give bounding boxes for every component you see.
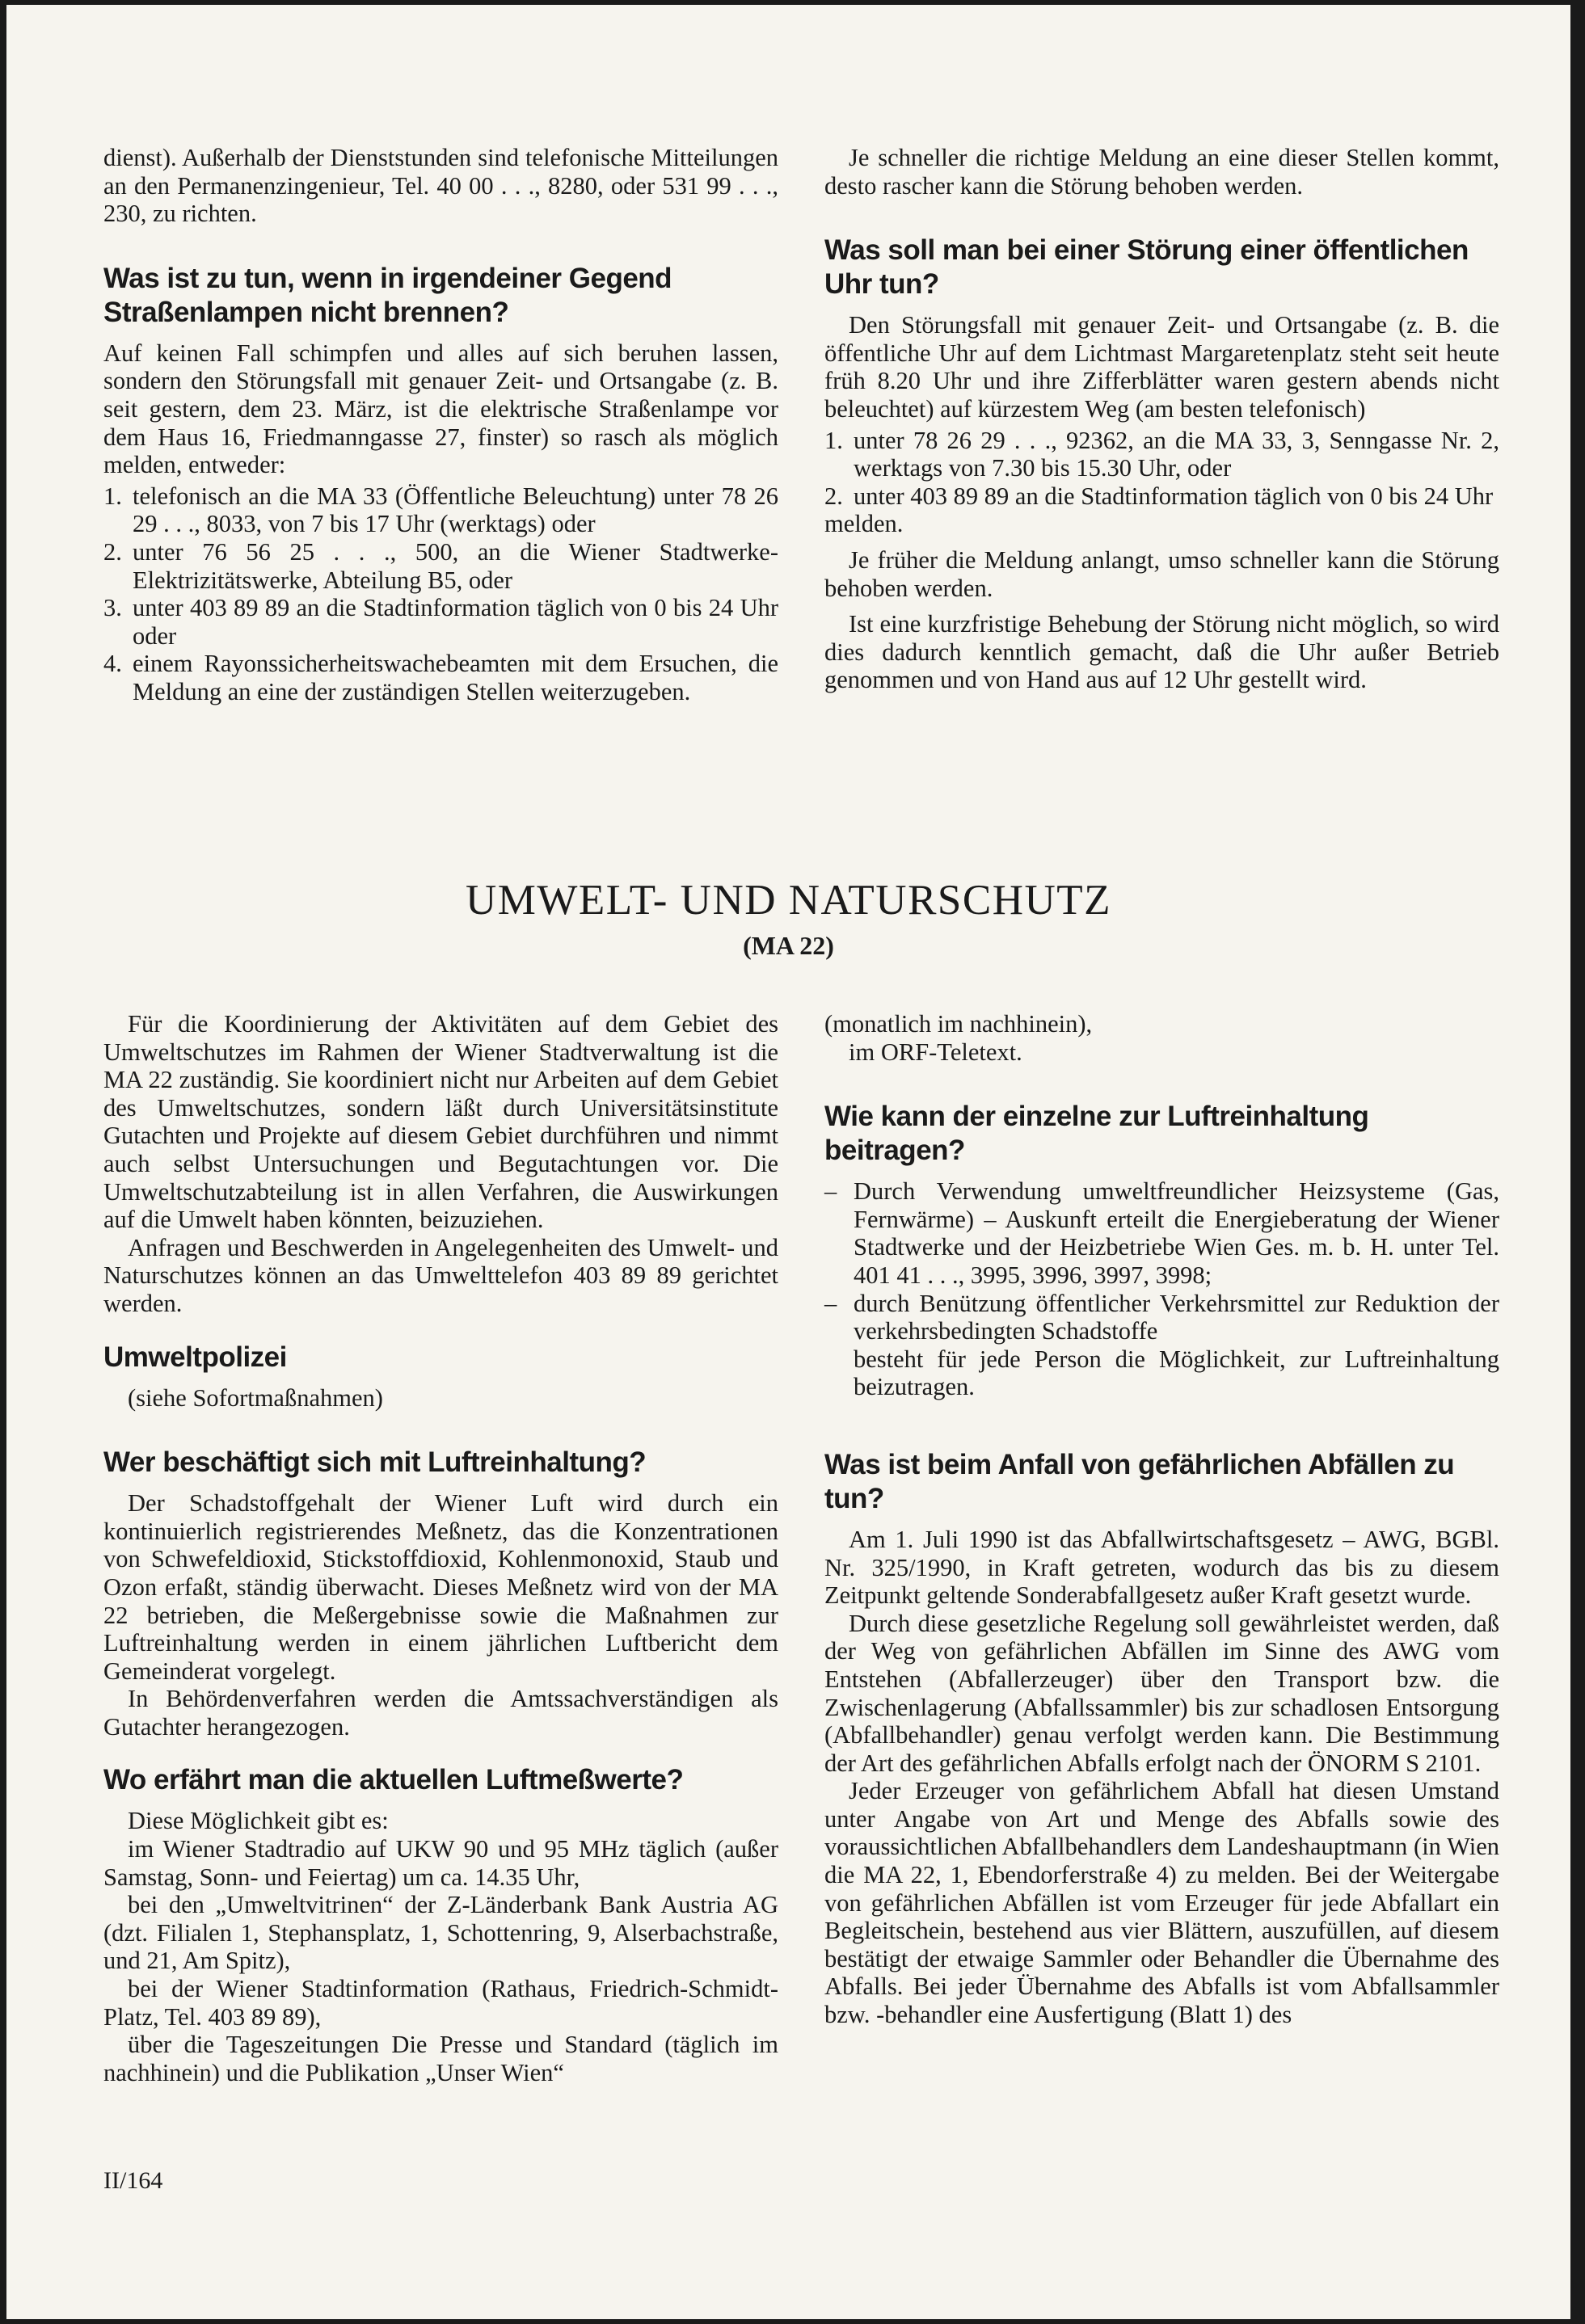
list-item: 2. unter 403 89 89 an die Stadtinformation täglich von 0 bis 24 Uhr — [824, 482, 1494, 510]
list-item: 1. telefonisch an die MA 33 (Öffentliche Beleuchtung) unter 78 26 29 . . ., 8033, von 7 bis 17 Uhr (werktags) oder — [103, 482, 778, 538]
measurements-radio: im Wiener Stadtradio auf UKW 90 und 95 MHz täglich (außer Samstag, Sonn- und Feiertag) um ca. 14.35 Uhr, — [103, 1835, 778, 1891]
air-quality-paragraph: Der Schadstoffgehalt der Wiener Luft wird durch ein kontinuierlich registrierendes Meßnetz, das die Konzentrationen von Schwefeldioxid, Stickstoffdioxid, Kohlenmonoxid, Staub und Ozon erfaßt, ständig überwacht. Dieses Meßnetz wird von der MA 22 betrieben, die Meßergebnisse sowie die Maßnahmen zur Luftreinhaltung werden in einem jährlichen Luftbericht dem Gemeinderat vorgelegt. — [103, 1489, 778, 1685]
teletext-text: im ORF-Teletext. — [849, 1038, 1022, 1066]
clock-paragraph: Den Störungsfall mit genauer Zeit- und Ortsangabe (z. B. die öffentliche Uhr auf dem Lichtmast Margaretenplatz steht seit heute früh 8.20 Uhr und ihre Zifferblätter waren gestern abends nicht beleuchtet) auf kürzestem Weg (am besten telefonisch) — [824, 311, 1499, 423]
measurements-newspapers: über die Tageszeitungen Die Presse und Standard (täglich im nachhinein) und die Publikation „Unser Wien“ — [103, 2031, 778, 2086]
clock-paragraph-2: Je früher die Meldung anlangt, umso schneller kann die Störung behoben werden. — [824, 545, 1499, 602]
bottom-right-column — [824, 1010, 1499, 2029]
continued-text: (monatlich im nachhinein), — [824, 1010, 1093, 1038]
umweltpolizei-note: (siehe Sofortmaßnahmen) — [128, 1383, 383, 1412]
top-right-column — [824, 144, 1499, 694]
list-item: 3. unter 403 89 89 an die Stadtinformation täglich von 0 bis 24 Uhr oder — [103, 594, 778, 650]
measurements-vitrines: bei den „Umweltvitrinen“ der Z-Länderbank Bank Austria AG (dzt. Filialen 1, Stephansplatz, 1, Schottenring, 9, Alserbachstraße, und 21, Am Spitz), — [103, 1891, 778, 1975]
list-item: – durch Benützung öffentlicher Verkehrsmittel zur Reduktion der verkehrsbedingten Schadstoffe — [824, 1289, 1499, 1345]
heading-umweltpolizei: Umweltpolizei — [103, 1341, 287, 1373]
list-item: 4. einem Rayonssicherheitswachebeamten mit dem Ersuchen, die Meldung an eine der zuständigen Stellen weiterzugeben. — [103, 650, 778, 705]
list-item: 2. unter 76 56 25 . . ., 500, an die Wiener Stadtwerke-Elektrizitätswerke, Abteilung B5, oder — [103, 537, 778, 594]
clock-list — [824, 427, 1499, 511]
inquiry-paragraph: Anfragen und Beschwerden in Angelegenheiten des Umwelt- und Naturschutzes können an das Umwelttelefon 403 89 89 gerichtet werden. — [103, 1233, 778, 1317]
measurements-intro: Diese Möglichkeit gibt es: — [128, 1807, 389, 1835]
heading-individual-contribution: Wie kann der einzelne zur Luftreinhaltung beitragen? — [824, 1101, 1369, 1167]
experts-paragraph: In Behördenverfahren werden die Amtssachverständigen als Gutachter herangezogen. — [103, 1685, 778, 1741]
section-title: UMWELT- UND NATURSCHUTZ — [465, 877, 1112, 924]
section-subtitle: (MA 22) — [743, 931, 834, 960]
waste-paragraph-1: Am 1. Juli 1990 ist das Abfallwirtschaftsgesetz – AWG, BGBl. Nr. 325/1990, in Kraft getreten, wodurch das bis zu diesem Zeitpunkt geltende Sonderabfallgesetz außer Kraft gesetzt wurde. — [824, 1525, 1499, 1610]
heading-public-clock: Was soll man bei einer Störung einer öffentlichen Uhr tun? — [824, 234, 1469, 301]
bottom-left-column — [103, 1010, 778, 2086]
top-left-column — [103, 144, 778, 706]
heading-streetlamps: Was ist zu tun, wenn in irgendeiner Gegend Straßenlampen nicht brennen? — [103, 262, 672, 328]
measurements-stadtinfo: bei der Wiener Stadtinformation (Rathaus, Friedrich-Schmidt-Platz, Tel. 403 89 89), — [103, 1975, 778, 2031]
melden-text: melden. — [824, 510, 904, 538]
heading-hazardous-waste: Was ist beim Anfall von gefährlichen Abfällen zu tun? — [824, 1448, 1455, 1514]
list-item: – Durch Verwendung umweltfreundlicher Heizsysteme (Gas, Fernwärme) – Auskunft erteilt die Energieberatung der Wiener Stadtwerke und der Heizbetriebe Wien Ges. m. b. H. unter Tel. 401 41 . . ., 3995, 3996, 3997, 3998; — [824, 1177, 1499, 1289]
list-item: 1. unter 78 26 29 . . ., 92362, an die MA 33, 3, Senngasse Nr. 2, werktags von 7.30 bis 15.30 Uhr, oder — [824, 426, 1499, 482]
waste-paragraph-2: Durch diese gesetzliche Regelung soll gewährleistet werden, daß der Weg von gefährlichen Abfällen im Sinne des AWG vom Entstehen (Abfallerzeuger) über den Transport bzw. die Zwischenlagerung (Abfallssammler) bis zur schadlosen Entsorgung (Abfallbehandler) genau verfolgt werden kann. Die Bestimmung der Art des gefährlichen Abfalls erfolgt nach der ÖNORM S 2101. — [824, 1609, 1499, 1777]
heading-air-quality: Wer beschäftigt sich mit Luftreinhaltung? — [103, 1446, 647, 1479]
document-page — [6, 5, 1570, 2319]
heading-air-measurements: Wo erfährt man die aktuellen Luftmeßwerte? — [103, 1764, 684, 1796]
streetlamps-list — [103, 482, 778, 706]
streetlamps-paragraph: Auf keinen Fall schimpfen und alles auf sich beruhen lassen, sondern den Störungsfall mit genauer Zeit- und Ortsangabe (z. B. seit gestern, dem 23. März, ist die elektrische Straßenlampe vor dem Haus 16, Friedmanngasse 27, finster) so rasch als möglich melden, entweder: — [103, 339, 778, 479]
intro-paragraph: Für die Koordinierung der Aktivitäten auf dem Gebiet des Umweltschutzes im Rahmen der Wiener Stadtverwaltung ist die MA 22 zuständig. Sie koordiniert nicht nur Arbeiten auf dem Gebiet des Umweltschutzes, sondern läßt durch Universitätsinstitute Gutachten und Projekte auf diesem Gebiet durchführen und nimmt auch selbst Untersuchungen und Begutachtungen vor. Die Umweltschutzabteilung ist in allen Verfahren, die Auswirkungen auf die Umwelt haben könnten, beizuziehen. — [103, 1010, 778, 1234]
intro-paragraph: dienst). Außerhalb der Dienststunden sind telefonische Mitteilungen an den Permanenzingenieur, Tel. 40 00 . . ., 8280, oder 531 99 . . ., 230, zu richten. — [103, 144, 778, 228]
contribution-conclusion: besteht für jede Person die Möglichkeit, zur Luftreinhaltung beizutragen. — [854, 1345, 1499, 1401]
page-number: II/164 — [103, 2167, 163, 2194]
clock-paragraph-3: Ist eine kurzfristige Behebung der Störung nicht möglich, so wird dies dadurch kenntlich gemacht, daß die Uhr außer Betrieb genommen und von Hand aus auf 12 Uhr gestellt wird. — [824, 610, 1499, 694]
waste-paragraph-3: Jeder Erzeuger von gefährlichem Abfall hat diesen Umstand unter Angabe von Art und Menge des Abfalls sowie des voraussichtlichen Abfallbehandlers dem Landeshauptmann (in Wien die MA 22, 1, Ebendorferstraße 4) zu melden. Bei der Weitergabe von gefährlichen Abfällen ist vom Erzeuger für jede Abfallart ein Begleitschein, bestehend aus vier Blättern, auszufüllen, auf diesem bestätigt der etwaige Sammler oder Behandler die Übernahme des Abfalls. Bei jeder Übernahme des Abfalls ist vom Abfallsammler bzw. -behandler eine Ausfertigung (Blatt 1) des — [824, 1777, 1499, 2029]
intro-paragraph: Je schneller die richtige Meldung an eine dieser Stellen kommt, desto rascher kann die Störung behoben werden. — [824, 144, 1499, 200]
contribution-list — [824, 1177, 1499, 1345]
